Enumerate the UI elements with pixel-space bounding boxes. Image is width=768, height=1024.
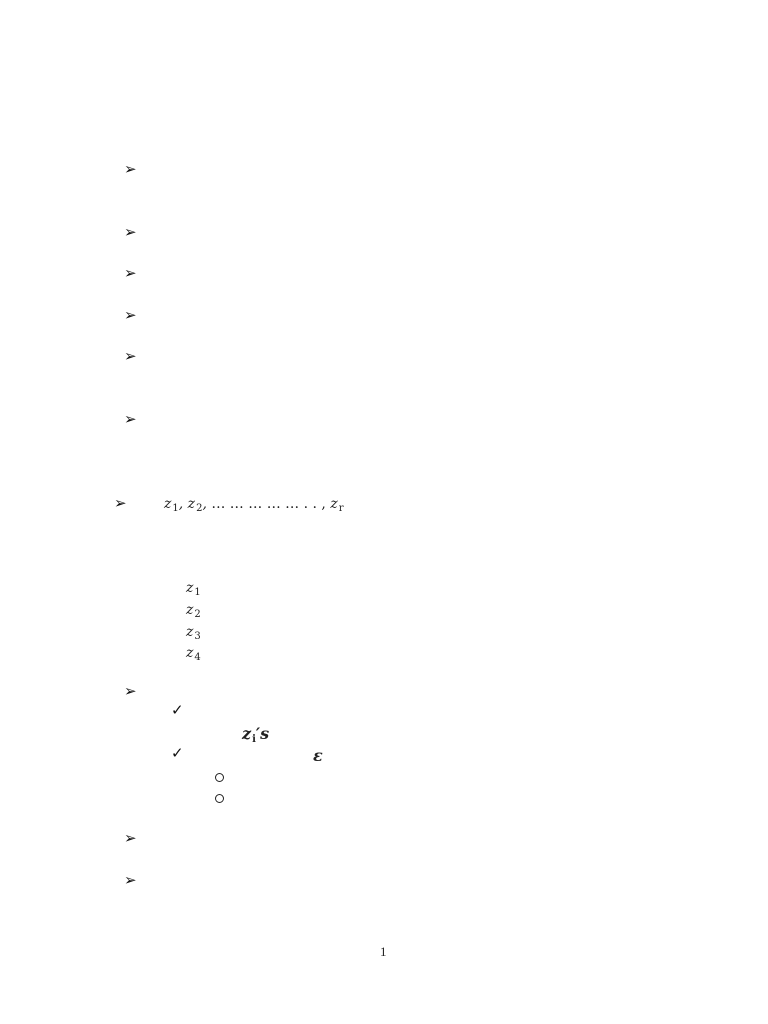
arrow-bullet-icon: ➢ [124,160,137,178]
list-item: $z_1$ [186,580,201,598]
arrow-bullet-icon: ➢ [124,829,137,847]
page-number: 1 [380,944,387,959]
epsilon-symbol: ε [313,746,323,765]
check-mark-icon: ✓ [171,701,184,719]
arrow-bullet-icon: ➢ [124,871,137,889]
list-item: $z_2$ [186,602,201,620]
arrow-bullet-icon: ➢ [124,410,137,428]
circle-bullet-icon [215,794,224,803]
circle-bullet-icon [215,773,224,782]
zi-s-expression: $z_i's$ [242,724,270,745]
check-mark-icon: ✓ [171,744,184,762]
arrow-bullet-icon: ➢ [124,682,137,700]
arrow-bullet-icon: ➢ [124,347,137,365]
sequence-expression: $z_1$, $z_2$, … … … … … . . , $z_r$ [164,496,344,514]
arrow-bullet-icon: ➢ [124,264,137,282]
list-item: $z_3$ [186,624,201,642]
list-item: $z_4$ [186,645,201,663]
arrow-bullet-icon: ➢ [124,223,137,241]
arrow-bullet-icon: ➢ [114,494,127,512]
arrow-bullet-icon: ➢ [124,306,137,324]
